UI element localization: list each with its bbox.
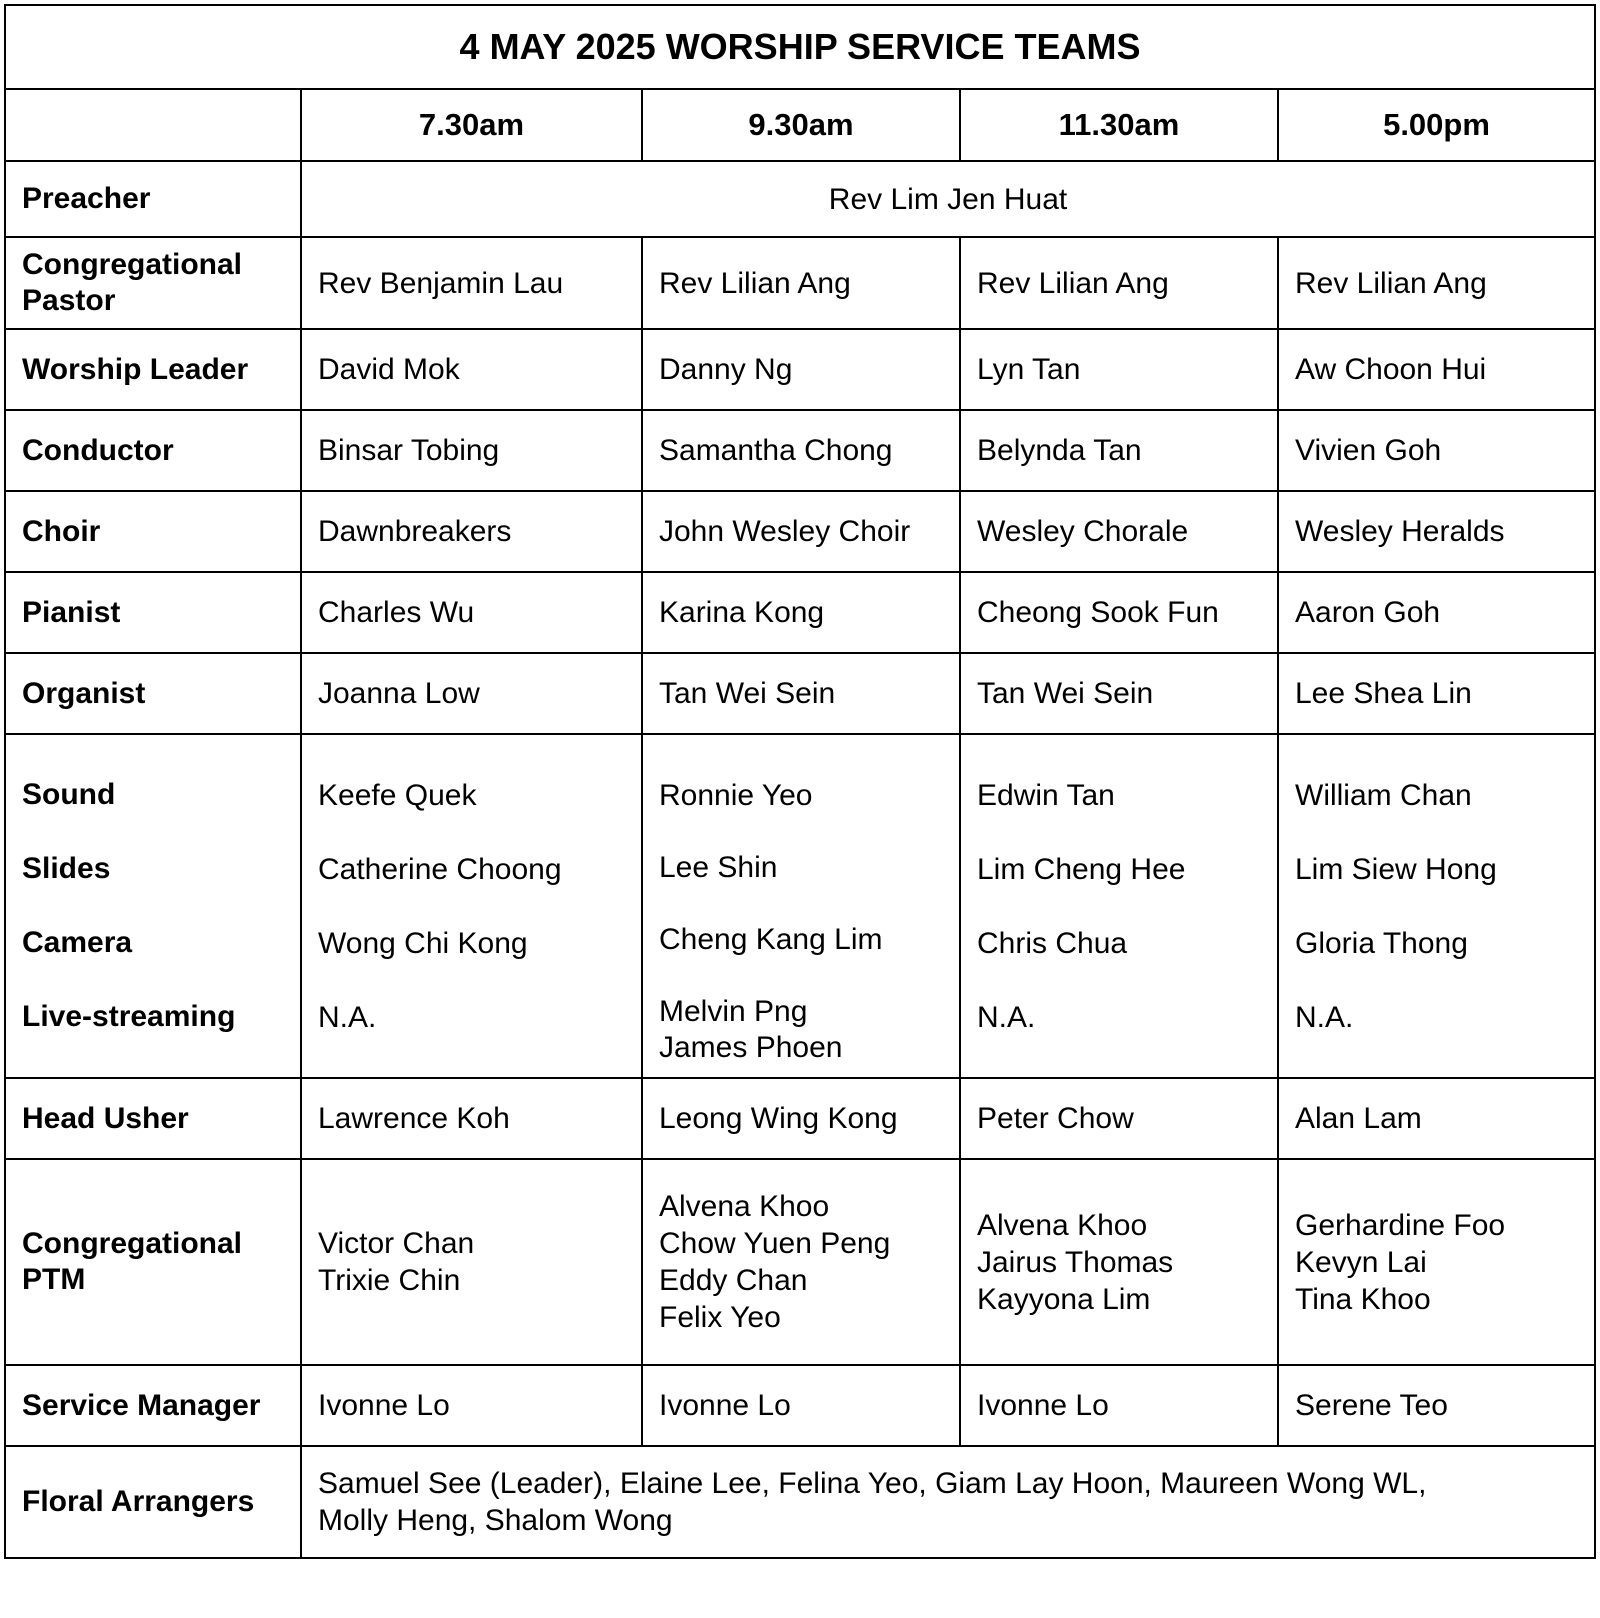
service-manager-row xyxy=(5,1365,1595,1446)
list-item: Felix Yeo xyxy=(659,1301,781,1334)
table-cell: Aw Choon Hui xyxy=(1278,329,1595,410)
list-item: Eddy Chan xyxy=(659,1264,808,1297)
role-label-worship-leader: Worship Leader xyxy=(5,329,301,410)
list-item: Chow Yuen Peng xyxy=(659,1227,891,1260)
title-row xyxy=(5,5,1595,89)
head-usher-row xyxy=(5,1078,1595,1159)
ptm-cell-1130 xyxy=(960,1159,1278,1365)
table-cell: Samantha Chong xyxy=(642,410,960,491)
floral-line: Molly Heng, Shalom Wong xyxy=(318,1504,673,1537)
ptm-cell-0730 xyxy=(301,1159,642,1365)
congregational-pastor-row xyxy=(5,237,1595,329)
table-cell: Tan Wei Sein xyxy=(960,653,1278,734)
role-label-line: Pastor xyxy=(22,284,116,317)
list-item: Edwin Tan xyxy=(977,778,1115,812)
table-cell: Ivonne Lo xyxy=(301,1365,642,1446)
list-item: Gerhardine Foo xyxy=(1295,1208,1506,1242)
floral-arrangers-value xyxy=(301,1446,1595,1558)
role-label-live-streaming: Live-streaming xyxy=(22,1000,236,1033)
list-item: Lee Shin xyxy=(659,850,778,884)
role-label-congregational-pastor xyxy=(5,237,301,329)
table-cell: Wesley Heralds xyxy=(1278,491,1595,572)
tech-cell-1130 xyxy=(960,734,1278,1078)
table-cell: Ivonne Lo xyxy=(960,1365,1278,1446)
list-item: Tina Khoo xyxy=(1295,1282,1431,1316)
table-cell: Karina Kong xyxy=(642,572,960,653)
list-item: Keefe Quek xyxy=(318,778,477,812)
roster-sheet xyxy=(4,4,1594,1559)
list-item: Kayyona Lim xyxy=(977,1282,1151,1316)
tech-cell-0930 xyxy=(642,734,960,1078)
list-item: Gloria Thong xyxy=(1295,926,1468,960)
list-item: Victor Chan xyxy=(318,1227,475,1260)
table-cell: John Wesley Choir xyxy=(642,491,960,572)
table-cell: Charles Wu xyxy=(301,572,642,653)
worship-leader-row xyxy=(5,329,1595,410)
service-time-1130: 11.30am xyxy=(960,89,1278,161)
organist-row xyxy=(5,653,1595,734)
role-label-line: Congregational xyxy=(22,248,243,281)
list-item: Trixie Chin xyxy=(318,1264,461,1297)
role-label-congregational-ptm xyxy=(5,1159,301,1365)
table-cell: David Mok xyxy=(301,329,642,410)
preacher-value: Rev Lim Jen Huat xyxy=(301,161,1595,237)
list-item: N.A. xyxy=(977,1000,1036,1034)
floral-arrangers-row xyxy=(5,1446,1595,1558)
list-item: William Chan xyxy=(1295,778,1472,812)
table-cell: Danny Ng xyxy=(642,329,960,410)
role-label-sound: Sound xyxy=(22,778,116,811)
table-cell: Ivonne Lo xyxy=(642,1365,960,1446)
table-cell: Vivien Goh xyxy=(1278,410,1595,491)
list-item: Lim Siew Hong xyxy=(1295,852,1497,886)
list-item: Ronnie Yeo xyxy=(659,778,813,812)
table-cell: Binsar Tobing xyxy=(301,410,642,491)
role-label-line: PTM xyxy=(22,1263,86,1296)
service-time-1700: 5.00pm xyxy=(1278,89,1595,161)
table-cell: Lyn Tan xyxy=(960,329,1278,410)
choir-row xyxy=(5,491,1595,572)
list-item: James Phoen xyxy=(659,1030,843,1064)
service-times-row xyxy=(5,89,1595,161)
table-cell: Rev Benjamin Lau xyxy=(301,237,642,329)
tech-cell-0730 xyxy=(301,734,642,1078)
ptm-cell-0930 xyxy=(642,1159,960,1365)
table-cell: Leong Wing Kong xyxy=(642,1078,960,1159)
role-label-organist: Organist xyxy=(5,653,301,734)
table-cell: Peter Chow xyxy=(960,1078,1278,1159)
table-cell: Tan Wei Sein xyxy=(642,653,960,734)
table-cell: Wesley Chorale xyxy=(960,491,1278,572)
role-label-pianist: Pianist xyxy=(5,572,301,653)
pianist-row xyxy=(5,572,1595,653)
role-label-conductor: Conductor xyxy=(5,410,301,491)
list-item: Melvin Png xyxy=(659,994,808,1028)
table-cell: Lee Shea Lin xyxy=(1278,653,1595,734)
role-label-line: Congregational xyxy=(22,1227,243,1260)
corner-cell xyxy=(5,89,301,161)
list-item: Wong Chi Kong xyxy=(318,926,528,960)
role-label-tech-group xyxy=(5,734,301,1078)
role-label-slides: Slides xyxy=(22,852,111,885)
table-cell: Lawrence Koh xyxy=(301,1078,642,1159)
list-item: Lim Cheng Hee xyxy=(977,852,1186,886)
table-cell: Joanna Low xyxy=(301,653,642,734)
role-label-camera: Camera xyxy=(22,926,133,959)
table-cell: Rev Lilian Ang xyxy=(642,237,960,329)
tech-cell-1700 xyxy=(1278,734,1595,1078)
floral-line: Samuel See (Leader), Elaine Lee, Felina Yeo, Giam Lay Hoon, Maureen Wong WL, xyxy=(318,1467,1427,1500)
service-time-0730: 7.30am xyxy=(301,89,642,161)
list-item: Jairus Thomas xyxy=(977,1245,1174,1279)
table-title: 4 MAY 2025 WORSHIP SERVICE TEAMS xyxy=(5,5,1595,89)
list-item: Alvena Khoo xyxy=(659,1190,830,1223)
conductor-row xyxy=(5,410,1595,491)
table-cell: Belynda Tan xyxy=(960,410,1278,491)
ptm-cell-1700 xyxy=(1278,1159,1595,1365)
table-cell: Dawnbreakers xyxy=(301,491,642,572)
list-item: N.A. xyxy=(1295,1000,1354,1034)
roster-table xyxy=(4,4,1596,1559)
tech-team-row xyxy=(5,734,1595,1078)
list-item: Cheng Kang Lim xyxy=(659,922,883,956)
list-item: N.A. xyxy=(318,1000,377,1034)
table-cell: Rev Lilian Ang xyxy=(1278,237,1595,329)
table-cell: Alan Lam xyxy=(1278,1078,1595,1159)
role-label-preacher: Preacher xyxy=(5,161,301,237)
list-item: Chris Chua xyxy=(977,926,1128,960)
list-item: Catherine Choong xyxy=(318,852,562,886)
list-item: Kevyn Lai xyxy=(1295,1245,1427,1279)
table-cell: Serene Teo xyxy=(1278,1365,1595,1446)
preacher-row xyxy=(5,161,1595,237)
list-item: Alvena Khoo xyxy=(977,1208,1148,1242)
table-cell: Aaron Goh xyxy=(1278,572,1595,653)
role-label-floral-arrangers: Floral Arrangers xyxy=(5,1446,301,1558)
table-cell: Rev Lilian Ang xyxy=(960,237,1278,329)
service-time-0930: 9.30am xyxy=(642,89,960,161)
role-label-choir: Choir xyxy=(5,491,301,572)
role-label-service-manager: Service Manager xyxy=(5,1365,301,1446)
congregational-ptm-row xyxy=(5,1159,1595,1365)
role-label-head-usher: Head Usher xyxy=(5,1078,301,1159)
table-cell: Cheong Sook Fun xyxy=(960,572,1278,653)
